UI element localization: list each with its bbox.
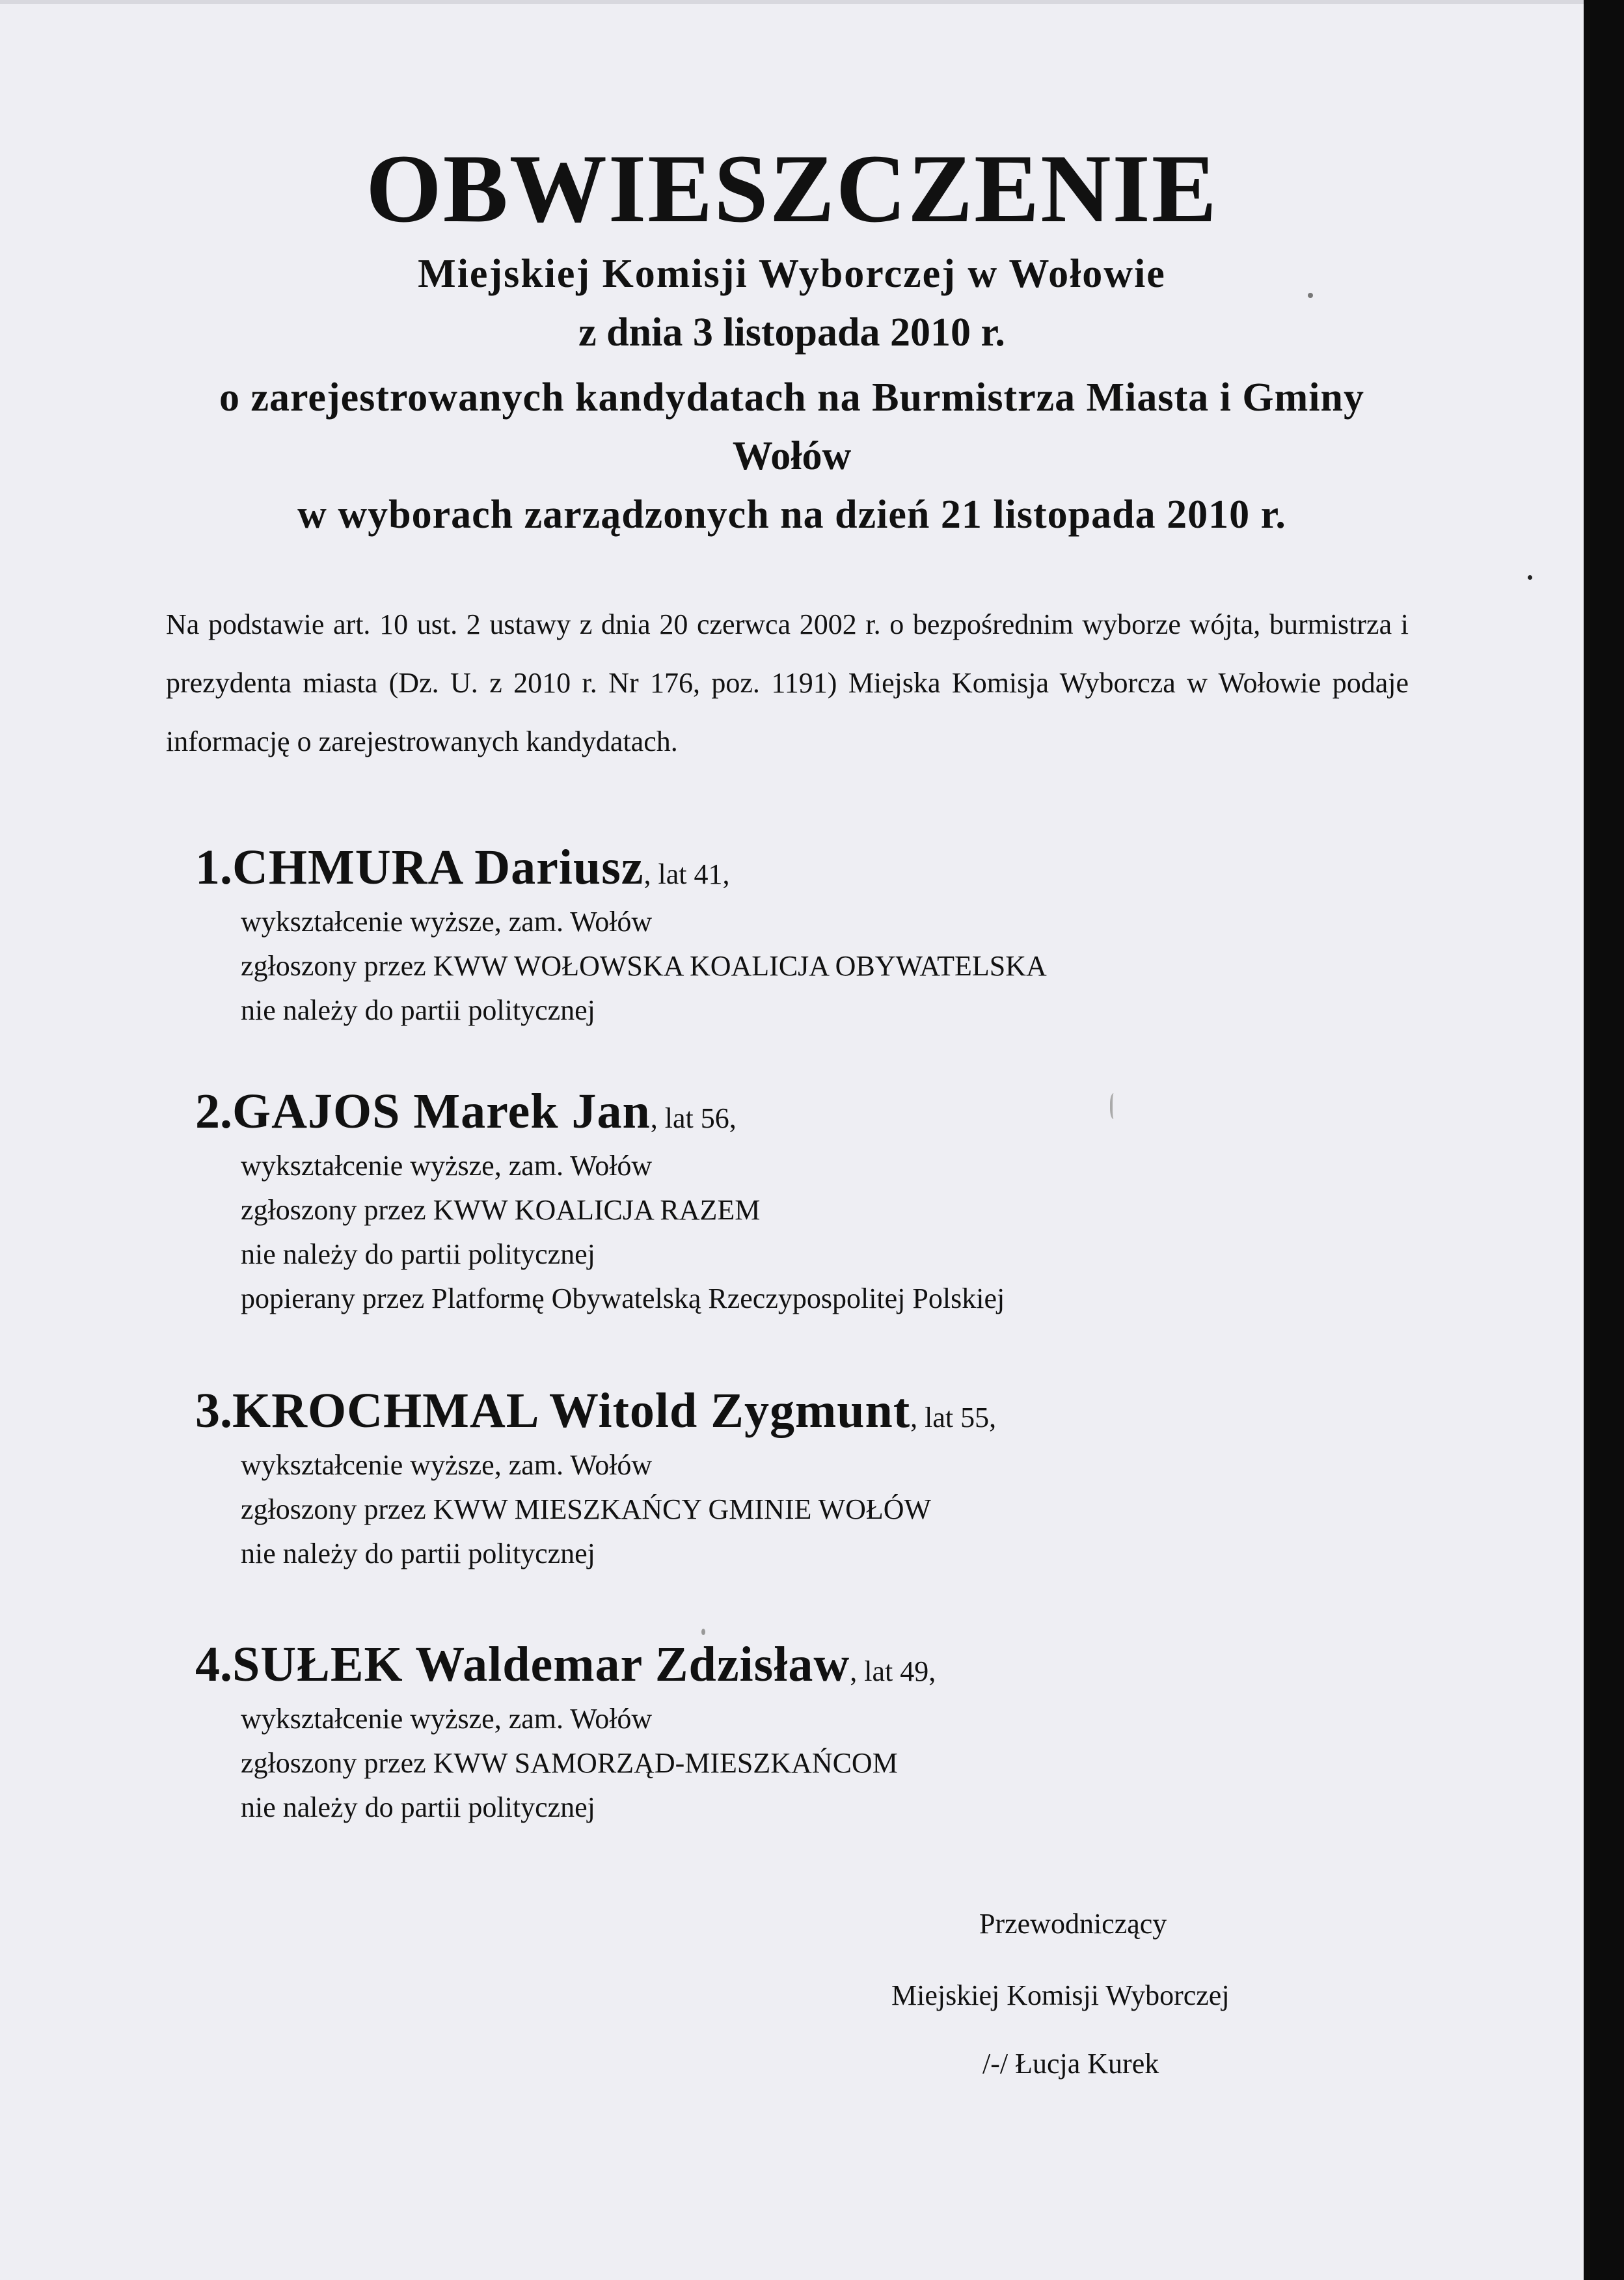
candidate-education: wykształcenie wyższe, zam. Wołów [241,1449,653,1481]
candidate-number: 1. [195,840,232,895]
candidate-age: , lat 49, [850,1655,936,1687]
scan-speck [701,1629,705,1635]
candidate-age: , lat 55, [910,1402,997,1433]
candidate-name: KROCHMAL Witold Zygmunt [232,1383,911,1438]
candidate-education: wykształcenie wyższe, zam. Wołów [241,1150,653,1182]
candidate-education: wykształcenie wyższe, zam. Wołów [241,906,653,938]
heading-issuer: Miejskiej Komisji Wyborczej w Wołowie [418,252,1166,296]
candidate-entry [195,1084,1431,1321]
candidate-heading [195,1084,1431,1139]
signature-body: Miejskiej Komisji Wyborczej [891,1979,1230,2011]
candidate-nominated-by: zgłoszony przez KWW WOŁOWSKA KOALICJA OBYWATELSKA [241,950,1047,982]
scan-speck [1308,293,1313,298]
candidate-age: , lat 56, [650,1102,737,1134]
candidate-nominated-by: zgłoszony przez KWW KOALICJA RAZEM [241,1194,761,1226]
page-top-edge [0,0,1584,4]
candidate-party: nie należy do partii politycznej [241,994,595,1026]
heading-subject-cont: Wołów [732,434,852,478]
candidate-number: 2. [195,1084,232,1139]
signature-role: Przewodniczący [979,1908,1167,1940]
candidate-entry [195,840,1431,1033]
candidate-number: 4. [195,1637,232,1692]
candidate-details [195,1697,1431,1830]
candidate-education: wykształcenie wyższe, zam. Wołów [241,1703,653,1735]
heading-date: z dnia 3 listopada 2010 r. [578,310,1005,355]
heading-election: w wyborach zarządzonych na dzień 21 listopada 2010 r. [297,493,1286,537]
scan-speck [1528,575,1532,580]
candidate-details [195,1443,1431,1576]
candidate-party: nie należy do partii politycznej [241,1791,595,1823]
candidate-supported-by: popierany przez Platformę Obywatelską Rzeczypospolitej Polskiej [241,1282,1005,1314]
candidate-nominated-by: zgłoszony przez KWW SAMORZĄD-MIESZKAŃCOM [241,1747,898,1779]
candidate-entry [195,1383,1431,1576]
candidate-details [195,1144,1431,1321]
candidate-heading [195,1637,1431,1692]
intro-text: Na podstawie art. 10 ust. 2 ustawy z dnia 20 czerwca 2002 r. o bezpośrednim wyborze wójta, burmistrza i prezydenta miasta (Dz. U. z 2010 r. Nr 176, poz. 1191) Miejska Komisja Wyborcza w Wołowie podaje informację o zarejestrowanych kandydatach. [166,608,1409,757]
scan-edge [1584,0,1624,2280]
candidate-age: , lat 41, [643,858,730,890]
candidate-name: GAJOS Marek Jan [232,1084,651,1139]
heading-subject: o zarejestrowanych kandydatach na Burmistrza Miasta i Gminy [219,375,1364,420]
candidate-details [195,900,1431,1033]
signature-name: /-/ Łucja Kurek [982,2048,1159,2080]
candidate-name: CHMURA Dariusz [232,840,644,895]
candidate-nominated-by: zgłoszony przez KWW MIESZKAŃCY GMINIE WOŁÓW [241,1493,932,1525]
candidate-party: nie należy do partii politycznej [241,1238,595,1270]
candidate-entry [195,1637,1431,1830]
document-title: OBWIESZCZENIE [366,135,1218,243]
candidate-heading [195,1383,1431,1438]
candidate-heading [195,840,1431,895]
candidate-number: 3. [195,1383,232,1438]
candidate-name: SUŁEK Waldemar Zdzisław [232,1637,850,1692]
candidate-party: nie należy do partii politycznej [241,1538,595,1569]
scan-mark [1110,1093,1119,1119]
intro-paragraph [166,595,1409,771]
